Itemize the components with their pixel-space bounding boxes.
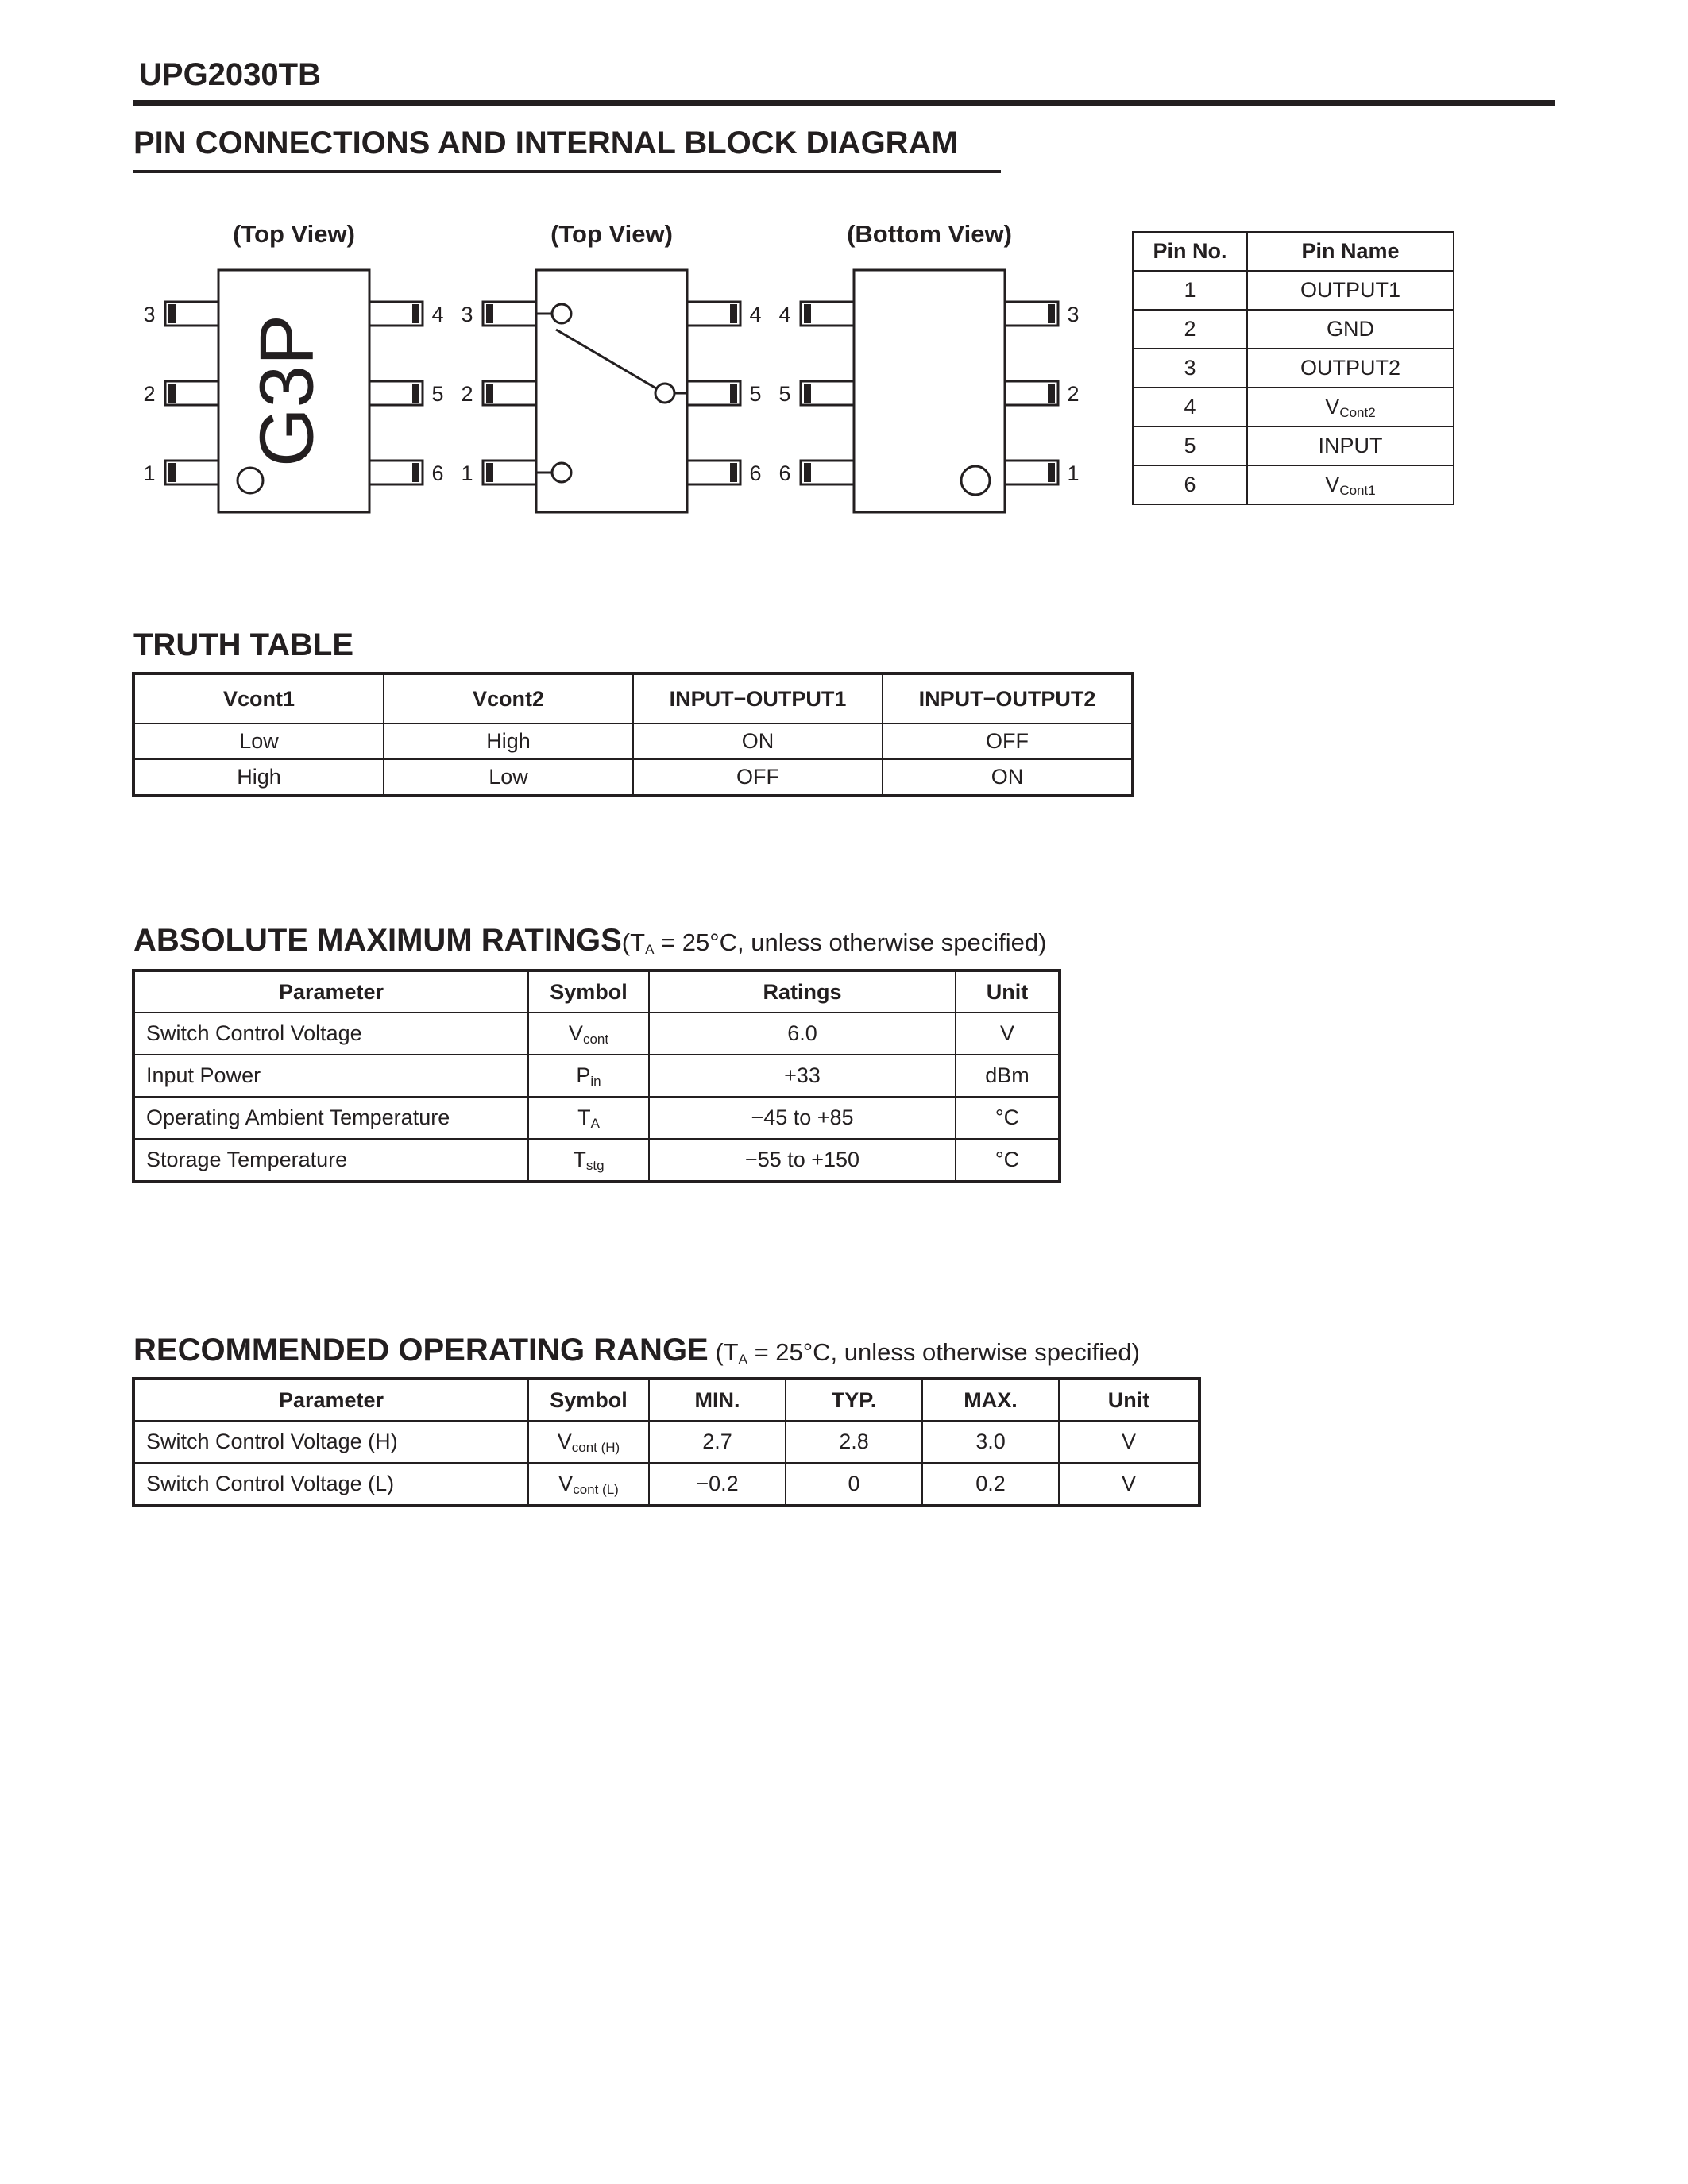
pin-table-row bbox=[1133, 388, 1454, 426]
pin-label: 1 bbox=[1067, 461, 1080, 485]
pin-name: INPUT bbox=[1247, 426, 1454, 465]
view3-label: (Bottom View) bbox=[847, 220, 1012, 248]
package-bottom-view bbox=[801, 270, 1058, 512]
pin-table-row bbox=[1133, 426, 1454, 465]
pin-name: OUTPUT2 bbox=[1247, 349, 1454, 388]
pin-no: 2 bbox=[1133, 310, 1247, 349]
truth-table-title: TRUTH TABLE bbox=[133, 627, 353, 662]
view2-label: (Top View) bbox=[550, 220, 673, 248]
abs-max-header: Parameter bbox=[134, 971, 528, 1013]
truth-header: INPUT−OUTPUT2 bbox=[883, 674, 1132, 723]
abs-max-header: Symbol bbox=[528, 971, 649, 1013]
pin-label: 2 bbox=[1067, 382, 1080, 406]
pin-connections-title: PIN CONNECTIONS AND INTERNAL BLOCK DIAGRAM bbox=[133, 125, 958, 160]
abs-max-header: Unit bbox=[956, 971, 1059, 1013]
truth-header: Vcont1 bbox=[134, 674, 384, 723]
rec-op-header: Unit bbox=[1059, 1379, 1199, 1421]
package-marking: G3P bbox=[244, 314, 330, 468]
rec-op-title: RECOMMENDED OPERATING RANGE ($T_A = 25^\circ C$, unless otherwise specified) bbox=[133, 1333, 1140, 1368]
pin-no: 5 bbox=[1133, 426, 1247, 465]
pin-table-row bbox=[1133, 465, 1454, 504]
pin-no: 6 bbox=[1133, 465, 1247, 504]
pin-name: OUTPUT1 bbox=[1247, 271, 1454, 310]
pin-label: 5 bbox=[431, 382, 444, 406]
truth-row: High Low OFF ON bbox=[134, 759, 1132, 795]
abs-max-row: Storage Temperature $T_{stg}$ −55 to +150 °C bbox=[134, 1139, 1059, 1181]
package-diagrams bbox=[0, 0, 1112, 556]
abs-max-row: Input Power $P_{in}$ +33 dBm bbox=[134, 1055, 1059, 1097]
pin-table bbox=[1132, 231, 1454, 505]
pin-table-header: Pin No. bbox=[1133, 232, 1247, 271]
pin-table-row bbox=[1133, 349, 1454, 388]
abs-max-title: ABSOLUTE MAXIMUM $RATINGS(T_A = 25^\circ C$, unless otherwise specified) bbox=[133, 923, 1047, 958]
pin-label: 6 bbox=[749, 461, 762, 485]
pin-table-row bbox=[1133, 310, 1454, 349]
part-number: UPG2030TB bbox=[139, 57, 321, 92]
rec-op-row: Switch Control Voltage (H) $V_{cont (H)}$ 2.7 2.8 3.0 V bbox=[134, 1421, 1199, 1463]
pin-table-row bbox=[1133, 271, 1454, 310]
view1-label: (Top View) bbox=[233, 220, 355, 248]
pin-label: 4 bbox=[749, 303, 762, 326]
pin-label: 3 bbox=[143, 303, 156, 326]
pin-label: 6 bbox=[431, 461, 444, 485]
pin-label: 2 bbox=[461, 382, 473, 406]
pin-label: 1 bbox=[461, 461, 473, 485]
pin-no: 4 bbox=[1133, 388, 1247, 426]
rec-op-header: Symbol bbox=[528, 1379, 649, 1421]
abs-max-row: Switch Control Voltage $V_{cont}$ 6.0 V bbox=[134, 1013, 1059, 1055]
pin-label: 2 bbox=[143, 382, 156, 406]
pin-label: 4 bbox=[778, 303, 791, 326]
pin-name: GND bbox=[1247, 310, 1454, 349]
pin-label: 5 bbox=[749, 382, 762, 406]
rec-op-header: TYP. bbox=[786, 1379, 922, 1421]
pin-table-header: Pin Name bbox=[1247, 232, 1454, 271]
truth-header: Vcont2 bbox=[384, 674, 633, 723]
pin-name: $V_{Cont1}$ bbox=[1247, 465, 1454, 504]
abs-max-conditions: ($T_A = 25^\circ C$, unless otherwise specified) bbox=[621, 928, 1047, 957]
package-top-view-switch bbox=[483, 270, 740, 512]
pin-label: 4 bbox=[431, 303, 444, 326]
abs-max-header: Ratings bbox=[649, 971, 956, 1013]
truth-table bbox=[133, 673, 1133, 796]
rec-op-conditions: ($T_A = 25^\circ C$, unless otherwise specified) bbox=[708, 1338, 1140, 1367]
pin-no: 1 bbox=[1133, 271, 1247, 310]
pin-label: 3 bbox=[1067, 303, 1080, 326]
pin-name: $V_{Cont2}$ bbox=[1247, 388, 1454, 426]
abs-max-table bbox=[133, 970, 1060, 1182]
pin-label: 3 bbox=[461, 303, 473, 326]
rec-op-header: MIN. bbox=[649, 1379, 786, 1421]
rec-op-table bbox=[133, 1379, 1199, 1506]
rec-op-row: Switch Control Voltage (L) $V_{cont (L)}$ −0.2 0 0.2 V bbox=[134, 1463, 1199, 1505]
pin-no: 3 bbox=[1133, 349, 1247, 388]
rec-op-header: Parameter bbox=[134, 1379, 528, 1421]
pin-label: 6 bbox=[778, 461, 791, 485]
abs-max-row: Operating Ambient Temperature $T_A$ −45 to +85 °C bbox=[134, 1097, 1059, 1139]
truth-row: Low High ON OFF bbox=[134, 723, 1132, 759]
rec-op-header: MAX. bbox=[922, 1379, 1059, 1421]
pin-label: 5 bbox=[778, 382, 791, 406]
pin-label: 1 bbox=[143, 461, 156, 485]
truth-header: INPUT−OUTPUT1 bbox=[633, 674, 883, 723]
